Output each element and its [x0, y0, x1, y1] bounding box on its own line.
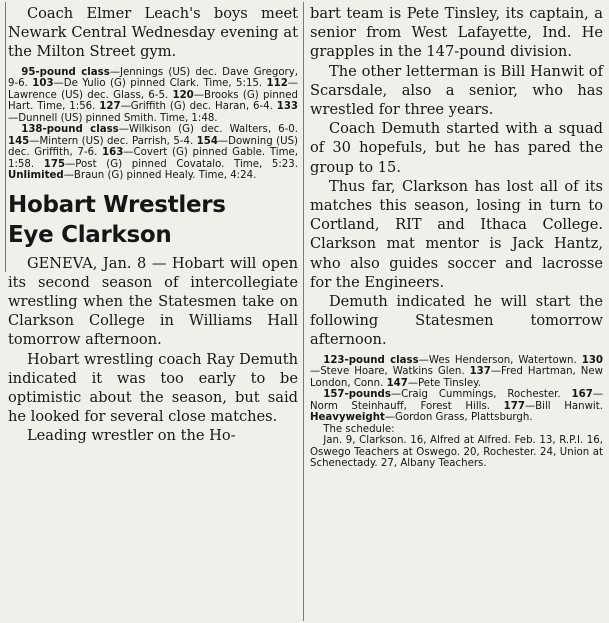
- entry-text: —Fred Hartman, New London, Conn.: [310, 366, 603, 389]
- results-first-half: [8, 67, 298, 125]
- entry-text: —Wes Henderson, Watertown.: [418, 354, 582, 366]
- leading-wrestler-paragraph: Leading wrestler on the Ho-: [26, 427, 236, 445]
- entry-text: —Jennings (US) dec. Dave Gregory, 9-6.: [8, 66, 299, 90]
- weight-class-label: 175: [43, 158, 66, 170]
- entry-text: —Braun (G) pinned Healy. Time, 4:24.: [63, 170, 257, 182]
- entry-text: —Gordon Grass, Plattsburgh.: [384, 412, 533, 424]
- continued-paragraph: bart team is Pete Tinsley, its captain, a senior from West Lafayette, Ind. He grapples in the 147-pound division.: [310, 5, 603, 61]
- weight-class-label: 130: [581, 354, 603, 366]
- headline-line-1: Hobart Wrestlers: [8, 191, 226, 218]
- weight-class-label: 103: [32, 78, 54, 90]
- weight-class-label: 177: [503, 400, 525, 412]
- article-headline: [8, 190, 298, 250]
- weight-class-label: 145: [8, 135, 30, 147]
- headline-line-2: Eye Clarkson: [8, 221, 172, 248]
- lineup-first-half: [310, 355, 603, 390]
- intro-paragraph: Coach Elmer Leach's boys meet Newark Central Wednesday evening at the Milton Street gym.: [8, 5, 298, 61]
- lineup-second-half: [310, 389, 603, 424]
- entry-text: —Covert (G) pinned Gable. Time, 1:58.: [8, 147, 298, 170]
- entry-text: —Griffith (G) dec. Haran, 6-4.: [120, 101, 277, 113]
- schedule-text: Jan. 9, Clarkson. 16, Alfred at Alfred. Feb. 13, R.P.I. 16, Oswego Teachers at Oswego. 20, Rochester. 24, Union at Schenectady. 27, Albany Teachers.: [310, 435, 603, 470]
- entry-text: —Bill Hanwit.: [524, 400, 603, 412]
- entry-text: —Post (G) pinned Covatalo. Time, 5:23.: [65, 158, 298, 170]
- weight-class-label: 120: [172, 89, 194, 101]
- entry-text: —Pete Tinsley.: [407, 377, 481, 389]
- weight-class-label: 112: [266, 78, 288, 90]
- entry-text: —Lawrence (US) dec. Glass, 6-5.: [8, 78, 298, 101]
- left-margin-rule: [5, 2, 6, 272]
- weight-class-label: 127: [99, 101, 121, 113]
- weight-class-label: Unlimited: [8, 170, 64, 182]
- weight-class-label: 133: [276, 101, 299, 113]
- weight-class-label: 157-pounds: [323, 389, 391, 401]
- weight-class-label: 138-pound class: [21, 124, 119, 136]
- weight-class-label: 167: [571, 389, 593, 401]
- weight-class-label: 95-pound class: [21, 66, 110, 78]
- right-column: [310, 4, 603, 470]
- squad-paragraph: Coach Demuth started with a squad of 30 hopefuls, but he has pared the group to 15.: [310, 120, 603, 176]
- entry-text: —Craig Cummings, Rochester.: [390, 389, 572, 401]
- weight-class-label: 123-pound class: [323, 354, 419, 366]
- dateline-paragraph: GENEVA, Jan. 8 — Hobart will open its second season of intercollegiate wrestling when the Statesmen take on Clarkson College in Williams Hall tomorrow afternoon.: [8, 254, 298, 349]
- weight-class-label: 163: [102, 147, 124, 159]
- entry-text: —Downing (US) dec. Griffith, 7-6.: [8, 135, 299, 159]
- weight-class-label: 154: [196, 135, 218, 147]
- lineup-intro-paragraph: Demuth indicated he will start the following Statesmen tomorrow afternoon.: [310, 293, 603, 349]
- results-second-half: [8, 124, 298, 182]
- entry-text: —Dunnell (US) pinned Smith. Time, 1:48.: [8, 112, 218, 124]
- entry-text: —Wilkison (G) dec. Walters, 6-0.: [118, 124, 298, 136]
- entry-text: —Norm Steinhauff, Forest Hills.: [310, 389, 603, 412]
- weight-class-label: Heavyweight: [310, 412, 385, 424]
- column-rule: [303, 2, 304, 621]
- coach-paragraph: Hobart wrestling coach Ray Demuth indicated it was too early to be optimistic about the season, but said he looked for several close matches.: [8, 350, 298, 426]
- letterman-paragraph: The other letterman is Bill Hanwit of Scarsdale, also a senior, who has wrestled for three years.: [310, 62, 603, 119]
- entry-text: —Brooks (G) pinned Hart. Time, 1:56.: [8, 89, 298, 113]
- entry-text: —De Yulio (G) pinned Clark. Time, 5:15.: [53, 78, 267, 90]
- weight-class-label: 147: [386, 377, 408, 389]
- entry-text: —Mintern (US) dec. Parrish, 5-4.: [29, 135, 197, 147]
- weight-class-label: 137: [469, 366, 491, 378]
- left-column: [8, 4, 298, 446]
- entry-text: —Steve Hoare, Watkins Glen.: [310, 366, 470, 378]
- clarkson-record-paragraph: Thus far, Clarkson has lost all of its matches this season, losing in turn to Cortland, RIT and Ithaca College. Clarkson mat mentor is Jack Hantz, who also guides soccer and lacrosse for the Engineers.: [310, 177, 603, 291]
- schedule-label: The schedule:: [323, 423, 395, 435]
